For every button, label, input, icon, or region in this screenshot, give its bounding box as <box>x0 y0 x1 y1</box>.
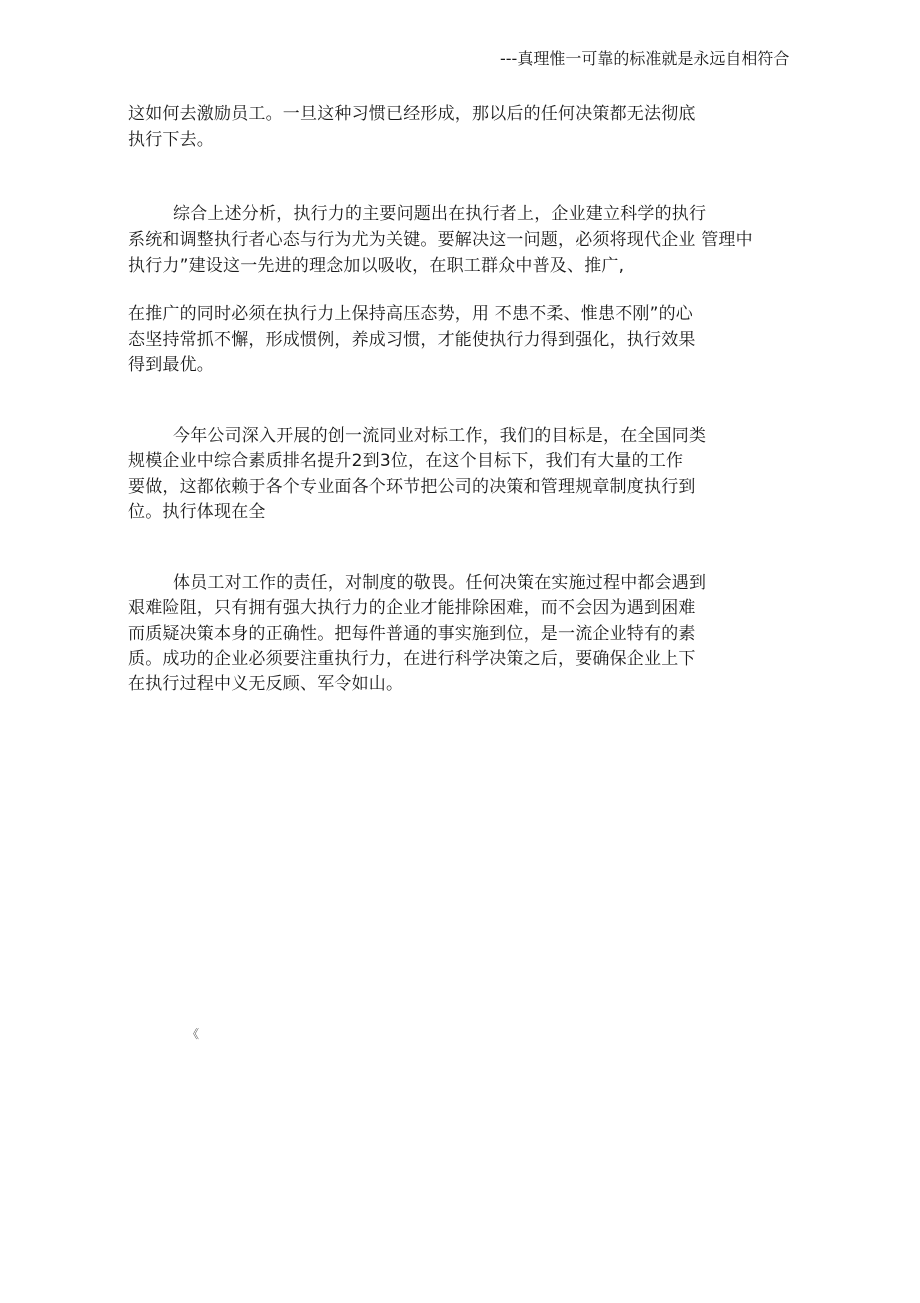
header-motto: ---真理惟一可靠的标准就是永远自相符合 <box>500 49 790 68</box>
footer-mark: 《 <box>187 1027 200 1041</box>
paragraph-5-line-2: 艰难险阻，只有拥有强大执行力的企业才能排除困难，而不会因为遇到困难 <box>128 598 696 618</box>
paragraph-2-line-1: 综合上述分析，执行力的主要问题出在执行者上，企业建立科学的执行 <box>173 204 707 224</box>
paragraph-4-line-1: 今年公司深入开展的创一流同业对标工作，我们的目标是，在全国同类 <box>173 426 707 446</box>
paragraph-2-line-2: 系统和调整执行者心态与行为尤为关键。要解决这一问题，必须将现代企业 管理中 <box>128 230 753 250</box>
paragraph-4-line-4: 位。执行体现在全 <box>128 502 266 522</box>
paragraph-1-line-1: 这如何去激励员工。一旦这种习惯已经形成，那以后的任何决策都无法彻底 <box>128 104 696 124</box>
paragraph-2-line-3: 执行力”建设这一先进的理念加以吸收，在职工群众中普及、推广, <box>128 256 625 276</box>
paragraph-3-line-3: 得到最优。 <box>128 355 214 375</box>
paragraph-1-line-2: 执行下去。 <box>128 130 214 150</box>
paragraph-3-line-1: 在推广的同时必须在执行力上保持高压态势，用 不患不柔、惟患不刚”的心 <box>128 304 694 324</box>
paragraph-5-line-3: 而质疑决策本身的正确性。把每件普通的事实施到位，是一流企业特有的素 <box>128 624 696 644</box>
paragraph-5-line-5: 在执行过程中义无反顾、军令如山。 <box>128 674 404 694</box>
paragraph-4-line-2: 规模企业中综合素质排名提升2到3位，在这个目标下，我们有大量的工作 <box>128 451 684 471</box>
paragraph-3-line-2: 态坚持常抓不懈，形成惯例，养成习惯，才能使执行力得到强化，执行效果 <box>128 330 696 350</box>
paragraph-4-line-3: 要做，这都依赖于各个专业面各个环节把公司的决策和管理规章制度执行到 <box>128 477 696 497</box>
paragraph-5-line-4: 质。成功的企业必须要注重执行力，在进行科学决策之后，要确保企业上下 <box>128 649 696 669</box>
paragraph-5-line-1: 体员工对工作的责任，对制度的敬畏。任何决策在实施过程中都会遇到 <box>173 573 707 593</box>
